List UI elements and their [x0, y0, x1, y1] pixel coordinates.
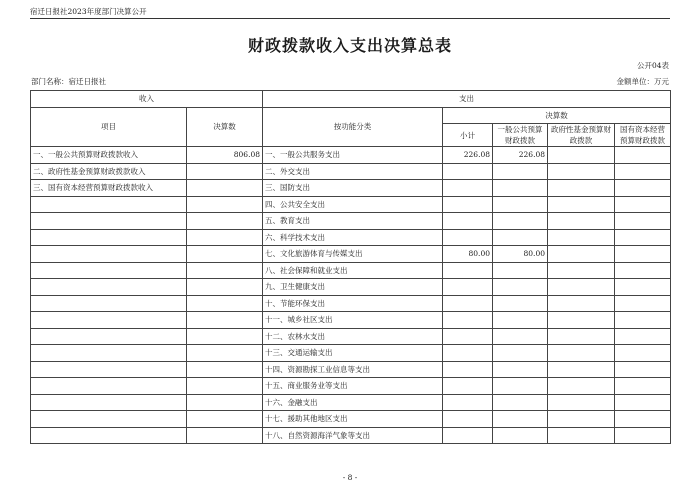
subtotal-cell: [443, 196, 493, 213]
income-amount-cell: [187, 229, 263, 246]
gov-fund-cell: [548, 147, 615, 164]
subtotal-cell: [443, 361, 493, 378]
income-item-cell: [31, 213, 187, 230]
general-budget-cell: [493, 213, 548, 230]
income-item-cell: [31, 196, 187, 213]
expense-item-cell: 七、文化旅游体育与传媒支出: [263, 246, 443, 263]
general-budget-cell: [493, 262, 548, 279]
state-capital-cell: [615, 279, 671, 296]
gov-fund-cell: [548, 328, 615, 345]
income-amount-cell: [187, 196, 263, 213]
table-row: [31, 213, 671, 230]
state-capital-cell: [615, 394, 671, 411]
income-amount-cell: 806.08: [187, 147, 263, 164]
income-amount-cell: [187, 378, 263, 395]
income-item-cell: [31, 262, 187, 279]
table-row: [31, 262, 671, 279]
table-row: [31, 361, 671, 378]
gov-fund-cell: [548, 213, 615, 230]
subtotal-cell: [443, 378, 493, 395]
general-budget-cell: [493, 411, 548, 428]
expense-item-cell: 十一、城乡社区支出: [263, 312, 443, 329]
income-amount-cell: [187, 246, 263, 263]
subtotal-cell: [443, 427, 493, 444]
subtotal-cell: [443, 279, 493, 296]
income-item-cell: 三、国有资本经营预算财政拨款收入: [31, 180, 187, 197]
subtotal-cell: [443, 394, 493, 411]
gov-fund-cell: [548, 196, 615, 213]
subtotal-cell: [443, 345, 493, 362]
general-budget-cell: [493, 196, 548, 213]
state-capital-cell: [615, 246, 671, 263]
subtotal-cell: [443, 312, 493, 329]
table-row: [31, 345, 671, 362]
gov-fund-cell: [548, 345, 615, 362]
table-row: [31, 394, 671, 411]
state-capital-cell: [615, 295, 671, 312]
budget-table: [30, 90, 671, 444]
subtotal-cell: [443, 328, 493, 345]
subtotal-cell: [443, 295, 493, 312]
income-item-cell: [31, 229, 187, 246]
expense-item-cell: 六、科学技术支出: [263, 229, 443, 246]
gov-fund-cell: [548, 361, 615, 378]
form-number: 公开04表: [636, 61, 669, 70]
table-row: [31, 295, 671, 312]
state-capital-cell: [615, 196, 671, 213]
page-number: - 8 -: [342, 473, 358, 482]
general-budget-cell: [493, 312, 548, 329]
income-item-cell: [31, 411, 187, 428]
expense-item-cell: 五、教育支出: [263, 213, 443, 230]
state-capital-cell: [615, 180, 671, 197]
income-header: 收入: [31, 91, 263, 108]
document-title: 财政拨款收入支出决算总表: [247, 36, 452, 55]
col-general-budget: 一般公共预算财政拨款: [493, 124, 548, 147]
gov-fund-cell: [548, 427, 615, 444]
expense-item-cell: 十三、交通运输支出: [263, 345, 443, 362]
income-item-cell: [31, 394, 187, 411]
department-name: 部门名称：宿迁日报社: [31, 77, 106, 86]
income-amount-cell: [187, 213, 263, 230]
income-item-cell: [31, 328, 187, 345]
gov-fund-cell: [548, 411, 615, 428]
subtotal-cell: [443, 411, 493, 428]
income-amount-cell: [187, 312, 263, 329]
table-row: [31, 229, 671, 246]
expense-item-cell: 一、一般公共服务支出: [263, 147, 443, 164]
col-expense-final: 决算数: [443, 107, 671, 124]
expense-item-cell: 四、公共安全支出: [263, 196, 443, 213]
table-row: [31, 378, 671, 395]
state-capital-cell: [615, 378, 671, 395]
state-capital-cell: [615, 361, 671, 378]
subtotal-cell: [443, 163, 493, 180]
income-amount-cell: [187, 361, 263, 378]
state-capital-cell: [615, 262, 671, 279]
income-amount-cell: [187, 262, 263, 279]
general-budget-cell: [493, 328, 548, 345]
col-function-class: 按功能分类: [263, 107, 443, 147]
expense-item-cell: 十四、资源勘探工业信息等支出: [263, 361, 443, 378]
gov-fund-cell: [548, 312, 615, 329]
income-item-cell: [31, 295, 187, 312]
subtotal-cell: 226.08: [443, 147, 493, 164]
table-row: [31, 147, 671, 164]
expense-header: 支出: [263, 91, 671, 108]
general-budget-cell: [493, 345, 548, 362]
general-budget-cell: 226.08: [493, 147, 548, 164]
income-item-cell: [31, 427, 187, 444]
gov-fund-cell: [548, 229, 615, 246]
income-amount-cell: [187, 328, 263, 345]
general-budget-cell: [493, 279, 548, 296]
gov-fund-cell: [548, 180, 615, 197]
state-capital-cell: [615, 345, 671, 362]
header-divider: [30, 18, 670, 19]
expense-item-cell: 八、社会保障和就业支出: [263, 262, 443, 279]
general-budget-cell: [493, 180, 548, 197]
income-amount-cell: [187, 163, 263, 180]
expense-item-cell: 三、国防支出: [263, 180, 443, 197]
table-row: [31, 163, 671, 180]
table-row: [31, 312, 671, 329]
income-amount-cell: [187, 427, 263, 444]
income-amount-cell: [187, 279, 263, 296]
expense-item-cell: 十二、农林水支出: [263, 328, 443, 345]
state-capital-cell: [615, 411, 671, 428]
expense-item-cell: 十八、自然资源海洋气象等支出: [263, 427, 443, 444]
col-gov-fund: 政府性基金预算财政拨款: [548, 124, 615, 147]
income-item-cell: [31, 361, 187, 378]
table-row: [31, 411, 671, 428]
expense-item-cell: 十五、商业服务业等支出: [263, 378, 443, 395]
expense-item-cell: 十六、金融支出: [263, 394, 443, 411]
income-item-cell: 一、一般公共预算财政拨款收入: [31, 147, 187, 164]
income-amount-cell: [187, 295, 263, 312]
general-budget-cell: [493, 229, 548, 246]
gov-fund-cell: [548, 295, 615, 312]
expense-item-cell: 十、节能环保支出: [263, 295, 443, 312]
col-subtotal: 小计: [443, 124, 493, 147]
general-budget-cell: [493, 427, 548, 444]
gov-fund-cell: [548, 262, 615, 279]
income-item-cell: [31, 345, 187, 362]
subtotal-cell: [443, 180, 493, 197]
expense-item-cell: 十七、援助其他地区支出: [263, 411, 443, 428]
gov-fund-cell: [548, 378, 615, 395]
gov-fund-cell: [548, 394, 615, 411]
income-item-cell: [31, 279, 187, 296]
general-budget-cell: 80.00: [493, 246, 548, 263]
state-capital-cell: [615, 229, 671, 246]
col-item: 项目: [31, 107, 187, 147]
income-amount-cell: [187, 394, 263, 411]
table-row: [31, 328, 671, 345]
table-row: [31, 180, 671, 197]
gov-fund-cell: [548, 279, 615, 296]
table-row: [31, 196, 671, 213]
subtotal-cell: [443, 262, 493, 279]
table-row: [31, 427, 671, 444]
state-capital-cell: [615, 213, 671, 230]
expense-item-cell: 九、卫生健康支出: [263, 279, 443, 296]
income-item-cell: [31, 378, 187, 395]
expense-item-cell: 二、外交支出: [263, 163, 443, 180]
col-state-capital: 国有资本经营预算财政拨款: [615, 124, 671, 147]
general-budget-cell: [493, 361, 548, 378]
income-amount-cell: [187, 345, 263, 362]
general-budget-cell: [493, 295, 548, 312]
state-capital-cell: [615, 312, 671, 329]
state-capital-cell: [615, 328, 671, 345]
amount-unit: 金额单位：万元: [616, 77, 669, 86]
gov-fund-cell: [548, 246, 615, 263]
income-amount-cell: [187, 411, 263, 428]
state-capital-cell: [615, 163, 671, 180]
table-row: [31, 279, 671, 296]
subtotal-cell: [443, 213, 493, 230]
subtotal-cell: 80.00: [443, 246, 493, 263]
running-header: 宿迁日报社2023年度部门决算公开: [30, 7, 147, 16]
income-amount-cell: [187, 180, 263, 197]
subtotal-cell: [443, 229, 493, 246]
gov-fund-cell: [548, 163, 615, 180]
col-final-amount: 决算数: [187, 107, 263, 147]
income-item-cell: 二、政府性基金预算财政拨款收入: [31, 163, 187, 180]
table-row: [31, 246, 671, 263]
general-budget-cell: [493, 163, 548, 180]
state-capital-cell: [615, 427, 671, 444]
state-capital-cell: [615, 147, 671, 164]
general-budget-cell: [493, 394, 548, 411]
income-item-cell: [31, 246, 187, 263]
general-budget-cell: [493, 378, 548, 395]
income-item-cell: [31, 312, 187, 329]
